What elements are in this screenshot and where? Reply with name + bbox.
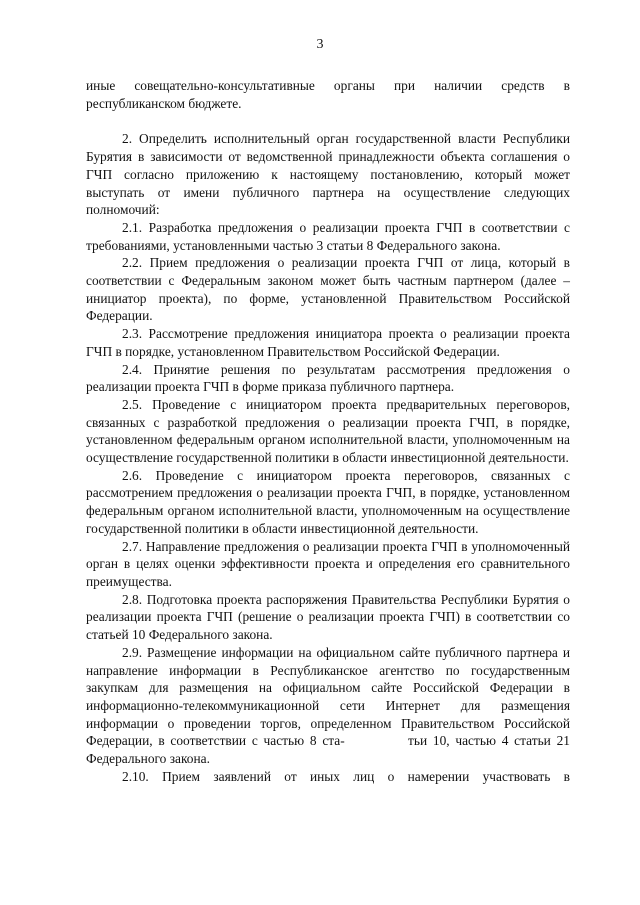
paragraph-2-5: 2.5. Проведение с инициатором проекта предварительных переговоров, связанных с разработкой предложения о реализации проекта ГЧП, в порядке, установленном федеральным органом исполнительной власти, уполномоченным на осуществление государственной политики в области инвестиционной деятельности.: [86, 396, 570, 466]
paragraph-2-3: 2.3. Рассмотрение предложения инициатора проекта о реализации проекта ГЧП в порядке, установленном Правительством Российской Федерации.: [86, 326, 570, 359]
paragraph-2-9: 2.9. Размещение информации на официальном сайте публичного партнера и направление информации в Республиканское агентство по государственным закупкам для размещения на официальном сайте Российской Федерации в информационно-телекоммуникационной сети Интернет для размещения информации о проведении торгов, определенном Правительством Российской Федерации, в соответствии с частью 8 ста- тьи 10, частью 4 статьи 21 Федерального закона.: [86, 644, 574, 767]
paragraph-2-7: 2.7. Направление предложения о реализации проекта ГЧП в уполномоченный орган в целях оценки эффективности проекта и определения его сравнительного преимущества.: [86, 538, 570, 589]
paragraph-2-8: 2.8. Подготовка проекта распоряжения Правительства Республики Бурятия о реализации проекта ГЧП (решение о реализации проекта ГЧП) в соответствии со статьей 10 Федерального закона.: [86, 591, 570, 643]
paragraph-continuation: иные совещательно-консультативные органы при наличии средств в республиканском бюджете.: [86, 78, 570, 111]
paragraph-2-4: 2.4. Принятие решения по результатам рассмотрения предложения о реализации проекта ГЧП в форме приказа публичного партнера.: [86, 361, 570, 395]
paragraph-2-2: 2.2. Прием предложения о реализации проекта ГЧП от лица, который в соответствии с Федеральным законом может быть частным партнером (далее – инициатор проекта), по форме, установленной Правительством Российской Федерации.: [86, 255, 570, 324]
paragraph-2-10: 2.10. Прием заявлений от иных лиц о намерении участвовать в: [122, 768, 570, 784]
paragraph-2-6: 2.6. Проведение с инициатором проекта переговоров, связанных с рассмотрением предложения о реализации проекта ГЧП, в порядке, установленном федеральным органом исполнительной власти, уполномоченным на осуществление государственной политики в области инвестиционной деятельности.: [86, 467, 570, 536]
paragraph-2: 2. Определить исполнительный орган государственной власти Республики Бурятия в зависимости от ведомственной принадлежности объекта соглашения о ГЧП согласно приложению к настоящему постановлению, который может выступать от имени публичного партнера на осуществление следующих полномочий:: [86, 131, 570, 218]
paragraph-2-1: 2.1. Разработка предложения о реализации проекта ГЧП в соответствии с требованиями, установленными частью 3 статьи 8 Федерального закона.: [86, 219, 570, 253]
document-body: [86, 77, 574, 785]
paragraph-gap: [86, 112, 570, 130]
page-number: 3: [316, 37, 324, 52]
